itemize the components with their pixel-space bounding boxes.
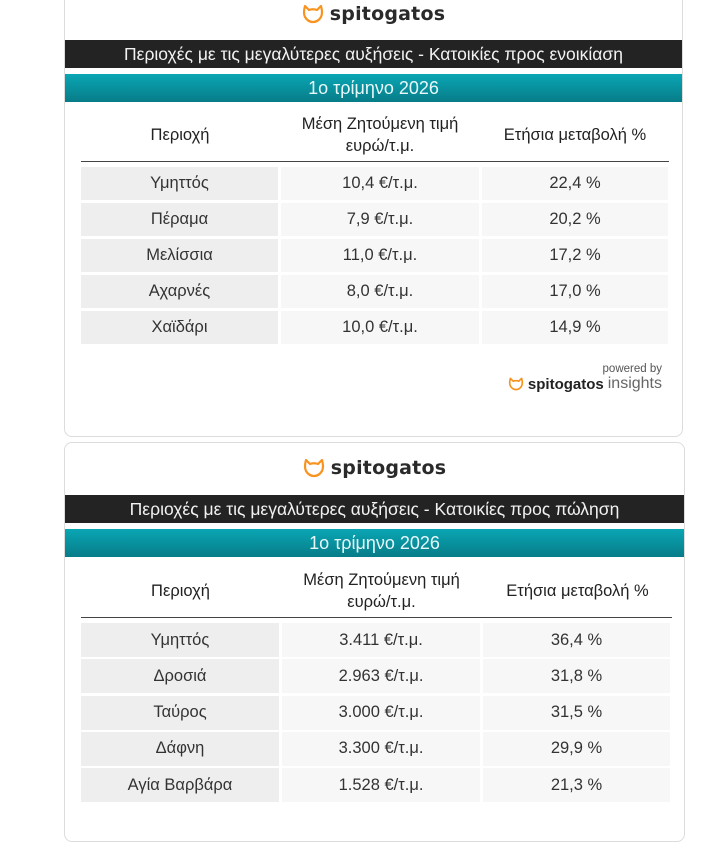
cell-area: Χαϊδάρι [81, 311, 278, 344]
cell-area: Πέραμα [81, 203, 278, 236]
col-area: Περιοχή [150, 126, 210, 144]
cell-area: Υμηττός [81, 623, 279, 657]
table-row [81, 659, 670, 693]
table-row [81, 768, 670, 802]
cell-price: 8,0 €/τ.μ. [281, 275, 479, 308]
logo-text: spitogatos [329, 3, 446, 25]
cell-change: 22,4 % [482, 167, 668, 200]
table-row [81, 167, 668, 200]
table-row [81, 275, 668, 308]
cell-price: 11,0 €/τ.μ. [281, 239, 479, 272]
rent-card [64, 0, 683, 437]
cell-price: 10,4 €/τ.μ. [281, 167, 479, 200]
cell-price: 10,0 €/τ.μ. [281, 311, 479, 344]
cell-change: 14,9 % [482, 311, 668, 344]
rent-table-header [81, 109, 669, 162]
sale-title: Περιοχές με τις μεγαλύτερες αυξήσεις - Κατοικίες προς πώληση [65, 495, 684, 523]
cell-change: 21,3 % [483, 768, 670, 802]
cell-area: Δάφνη [81, 732, 279, 766]
col-area: Περιοχή [151, 582, 210, 600]
cell-change: 29,9 % [483, 732, 670, 766]
rent-period: 1ο τρίμηνο 2026 [65, 74, 682, 102]
cell-change: 20,2 % [482, 203, 668, 236]
cell-area: Ταύρος [81, 696, 279, 730]
powered-logo-text: spitogatos [527, 375, 604, 393]
cell-area: Υμηττός [81, 167, 278, 200]
cell-area: Μελίσσια [81, 239, 278, 272]
cat-icon [302, 4, 324, 24]
insights-text: insights [607, 375, 662, 392]
logo-text: spitogatos [330, 457, 447, 479]
cell-price: 3.300 €/τ.μ. [282, 732, 480, 766]
sale-card [64, 442, 685, 842]
sale-table-header [81, 565, 672, 618]
table-row [81, 203, 668, 236]
col-change: Ετήσια μεταβολή % [503, 126, 647, 144]
powered-by-badge [508, 363, 662, 393]
cell-change: 17,2 % [482, 239, 668, 272]
spitogatos-logo [65, 3, 682, 25]
cell-area: Αχαρνές [81, 275, 278, 308]
col-price: Μέση Ζητούμενη τιμή ευρώ/τ.μ. [301, 115, 459, 155]
cell-change: 17,0 % [482, 275, 668, 308]
cell-change: 36,4 % [483, 623, 670, 657]
cell-area: Αγία Βαρβάρα [81, 768, 279, 802]
sale-period: 1ο τρίμηνο 2026 [65, 529, 684, 557]
cell-price: 3.000 €/τ.μ. [282, 696, 480, 730]
cell-price: 1.528 €/τ.μ. [282, 768, 480, 802]
cat-icon [508, 377, 524, 391]
spitogatos-logo [65, 457, 684, 479]
cell-change: 31,5 % [483, 696, 670, 730]
cell-price: 2.963 €/τ.μ. [282, 659, 480, 693]
table-row [81, 732, 670, 766]
cell-price: 7,9 €/τ.μ. [281, 203, 479, 236]
table-row [81, 623, 670, 657]
cell-area: Δροσιά [81, 659, 279, 693]
table-row [81, 696, 670, 730]
col-price: Μέση Ζητούμενη τιμή ευρώ/τ.μ. [303, 571, 460, 611]
cell-change: 31,8 % [483, 659, 670, 693]
cat-icon [303, 458, 325, 478]
col-change: Ετήσια μεταβολή % [506, 582, 649, 600]
rent-title: Περιοχές με τις μεγαλύτερες αυξήσεις - Κατοικίες προς ενοικίαση [65, 40, 682, 68]
table-row [81, 311, 668, 344]
powered-by-text: powered by [602, 363, 662, 375]
table-row [81, 239, 668, 272]
cell-price: 3.411 €/τ.μ. [282, 623, 480, 657]
